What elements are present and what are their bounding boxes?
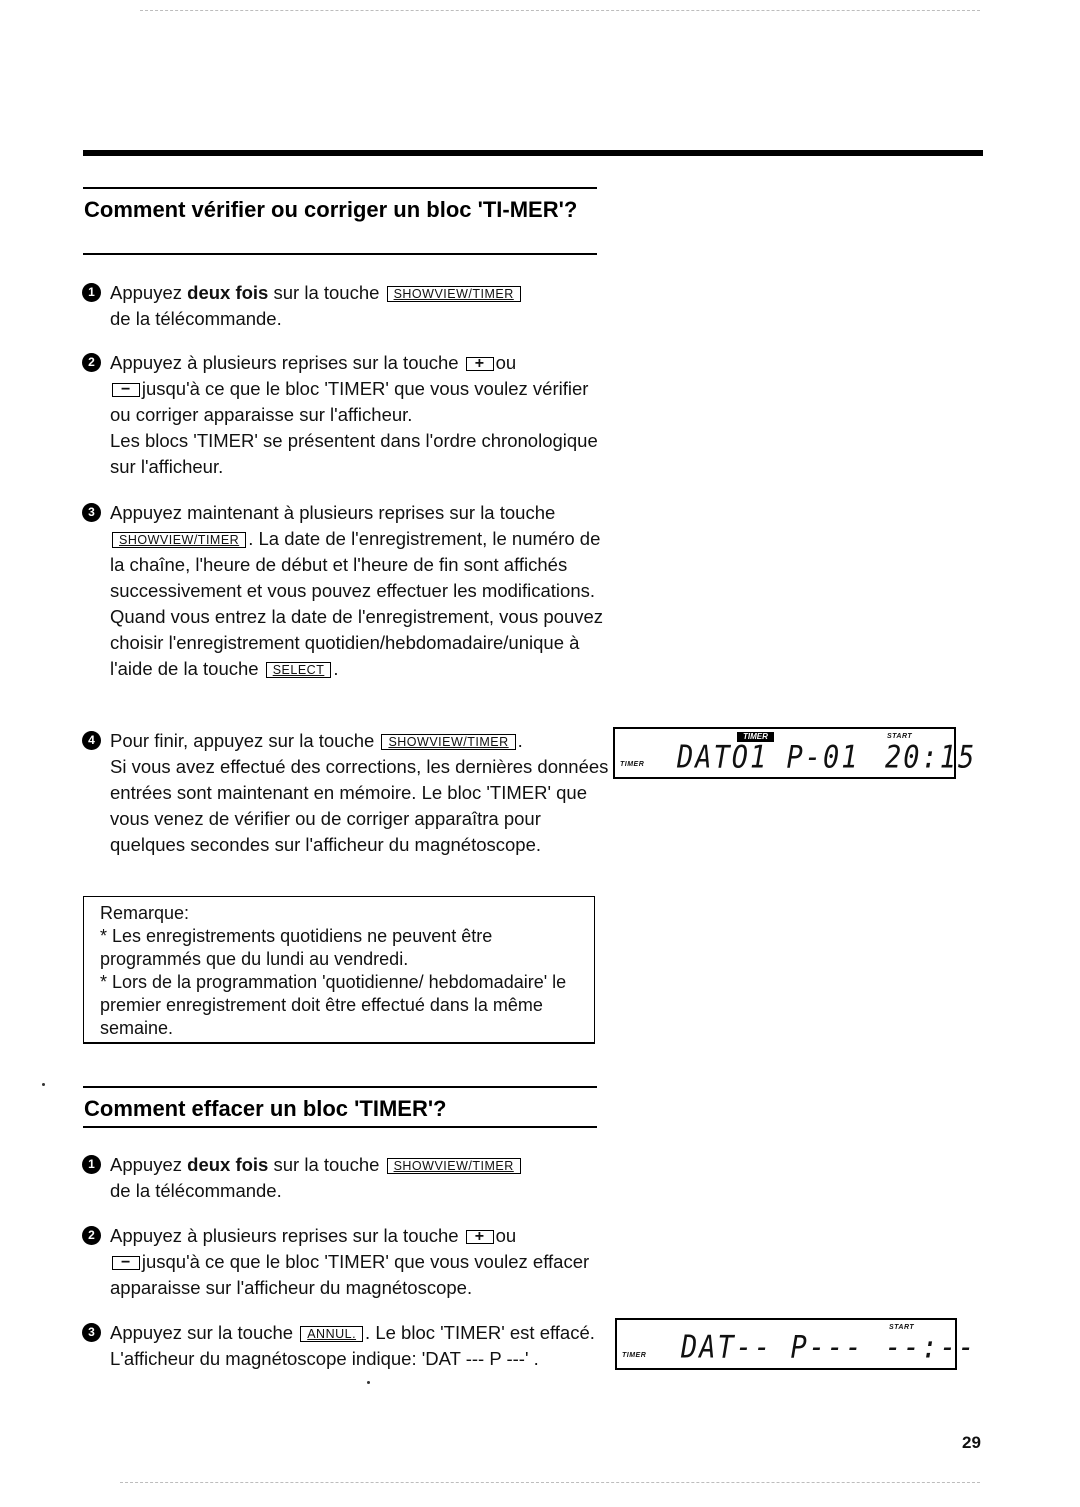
minus-key: −: [112, 1256, 140, 1270]
step-number-1: 1: [82, 1155, 101, 1174]
section1-rule-top: [83, 187, 597, 189]
showview-timer-key: SHOWVIEW/TIMER: [387, 1158, 521, 1174]
section1-step-2: [82, 350, 612, 480]
vcr-display-1: [613, 727, 977, 779]
step-text: . Le bloc 'TIMER' est effacé. L'afficheur du magnétoscope indique: 'DAT --- P ---' .: [110, 1322, 595, 1369]
section1-step-4: [82, 728, 612, 858]
showview-timer-key: SHOWVIEW/TIMER: [387, 286, 521, 302]
step-emphasis: deux fois: [187, 282, 269, 303]
section1-title: Comment vérifier ou corriger un bloc 'TI-MER'?: [84, 197, 578, 222]
step-text: jusqu'à ce que le bloc 'TIMER' que vous voulez vérifier ou corriger apparaisse sur l'afficheur.: [110, 378, 589, 425]
section1-step-1: [82, 280, 612, 332]
step-text: ou: [495, 1225, 517, 1246]
step-number-3: 3: [82, 503, 101, 522]
step-number-3: 3: [82, 1323, 101, 1342]
top-rule: [83, 150, 983, 156]
display-time: 20:15: [885, 739, 977, 776]
step-number-2: 2: [82, 353, 101, 372]
display-time: --:--: [885, 1329, 977, 1366]
page-number: 29: [962, 1433, 981, 1452]
showview-timer-key: SHOWVIEW/TIMER: [381, 734, 515, 750]
step-text: sur la touche: [268, 282, 385, 303]
step-text: Si vous avez effectué des corrections, les dernières données entrées sont maintenant en mémoire. Le bloc 'TIMER' que vous venez de vérifier ou de corriger apparaîtra pour quelques secondes sur l'afficheur du magnétoscope.: [110, 756, 609, 855]
section2-title: Comment effacer un bloc 'TIMER'?: [84, 1096, 447, 1121]
vcr-display-2: [615, 1318, 977, 1370]
annul-key: ANNUL.: [300, 1326, 363, 1342]
step-text: Quand vous entrez la date de l'enregistrement, vous pouvez choisir l'enregistrement quotidien/hebdomadaire/unique à l'aide de la touche: [110, 606, 604, 679]
remark-line-1: * Les enregistrements quotidiens ne peuvent être programmés que du lundi au vendredi.: [100, 926, 493, 969]
timer-label: TIMER: [622, 1352, 647, 1359]
remark-line-2: * Lors de la programmation 'quotidienne/ hebdomadaire' le premier enregistrement doit être effectué dans la même semaine.: [100, 972, 567, 1038]
step-text: Pour finir, appuyez sur la touche: [110, 730, 380, 751]
section2-step-3: [82, 1320, 612, 1372]
remark-title: Remarque:: [100, 903, 190, 923]
section1-step-3: [82, 500, 612, 682]
step-text: Appuyez: [110, 282, 188, 303]
timer-indicator-badge: TIMER: [737, 732, 774, 742]
step-text: .: [333, 658, 339, 679]
step-text: . La date de l'enregistrement, le numéro de la chaîne, l'heure de début et l'heure de fin sont affichés successivement et vous pouvez effectuer les modifications.: [110, 528, 601, 601]
scan-speck: [367, 1381, 370, 1384]
step-text: Les blocs 'TIMER' se présentent dans l'ordre chronologique sur l'afficheur.: [110, 430, 598, 477]
section2-step-1: [82, 1152, 612, 1204]
showview-timer-key: SHOWVIEW/TIMER: [112, 532, 246, 548]
remark-box: [83, 896, 595, 1044]
step-text: sur la touche: [268, 1154, 385, 1175]
scan-noise-bottom: [120, 1482, 980, 1484]
scan-speck: [42, 1083, 45, 1086]
step-text: Appuyez à plusieurs reprises sur la touche: [110, 352, 464, 373]
start-label: START: [889, 1324, 915, 1331]
select-key: SELECT: [266, 662, 332, 678]
step-number-4: 4: [82, 731, 101, 750]
start-label: START: [887, 733, 913, 740]
step-emphasis: deux fois: [187, 1154, 269, 1175]
step-number-1: 1: [82, 283, 101, 302]
section2-rule-top: [83, 1086, 597, 1088]
section1-rule-bottom: [83, 253, 597, 255]
step-text: jusqu'à ce que le bloc 'TIMER' que vous voulez effacer apparaisse sur l'afficheur du magnétoscope.: [110, 1251, 590, 1298]
step-text: de la télécommande.: [110, 308, 282, 329]
step-text: Appuyez sur la touche: [110, 1322, 299, 1343]
minus-key: −: [112, 383, 140, 397]
step-text: Appuyez maintenant à plusieurs reprises sur la touche: [110, 502, 556, 523]
section2-rule-bottom: [83, 1126, 597, 1128]
step-text: de la télécommande.: [110, 1180, 282, 1201]
display-segments: DATO1 P-01: [677, 739, 860, 776]
step-text: .: [517, 730, 523, 751]
step-number-2: 2: [82, 1226, 101, 1245]
step-text: Appuyez: [110, 1154, 188, 1175]
plus-key: +: [466, 357, 494, 371]
step-text: ou: [495, 352, 517, 373]
plus-key: +: [466, 1230, 494, 1244]
timer-label: TIMER: [620, 761, 645, 768]
section2-step-2: [82, 1223, 612, 1301]
display-segments: DAT-- P---: [681, 1329, 864, 1366]
step-text: Appuyez à plusieurs reprises sur la touche: [110, 1225, 464, 1246]
scan-noise-top: [140, 10, 980, 12]
